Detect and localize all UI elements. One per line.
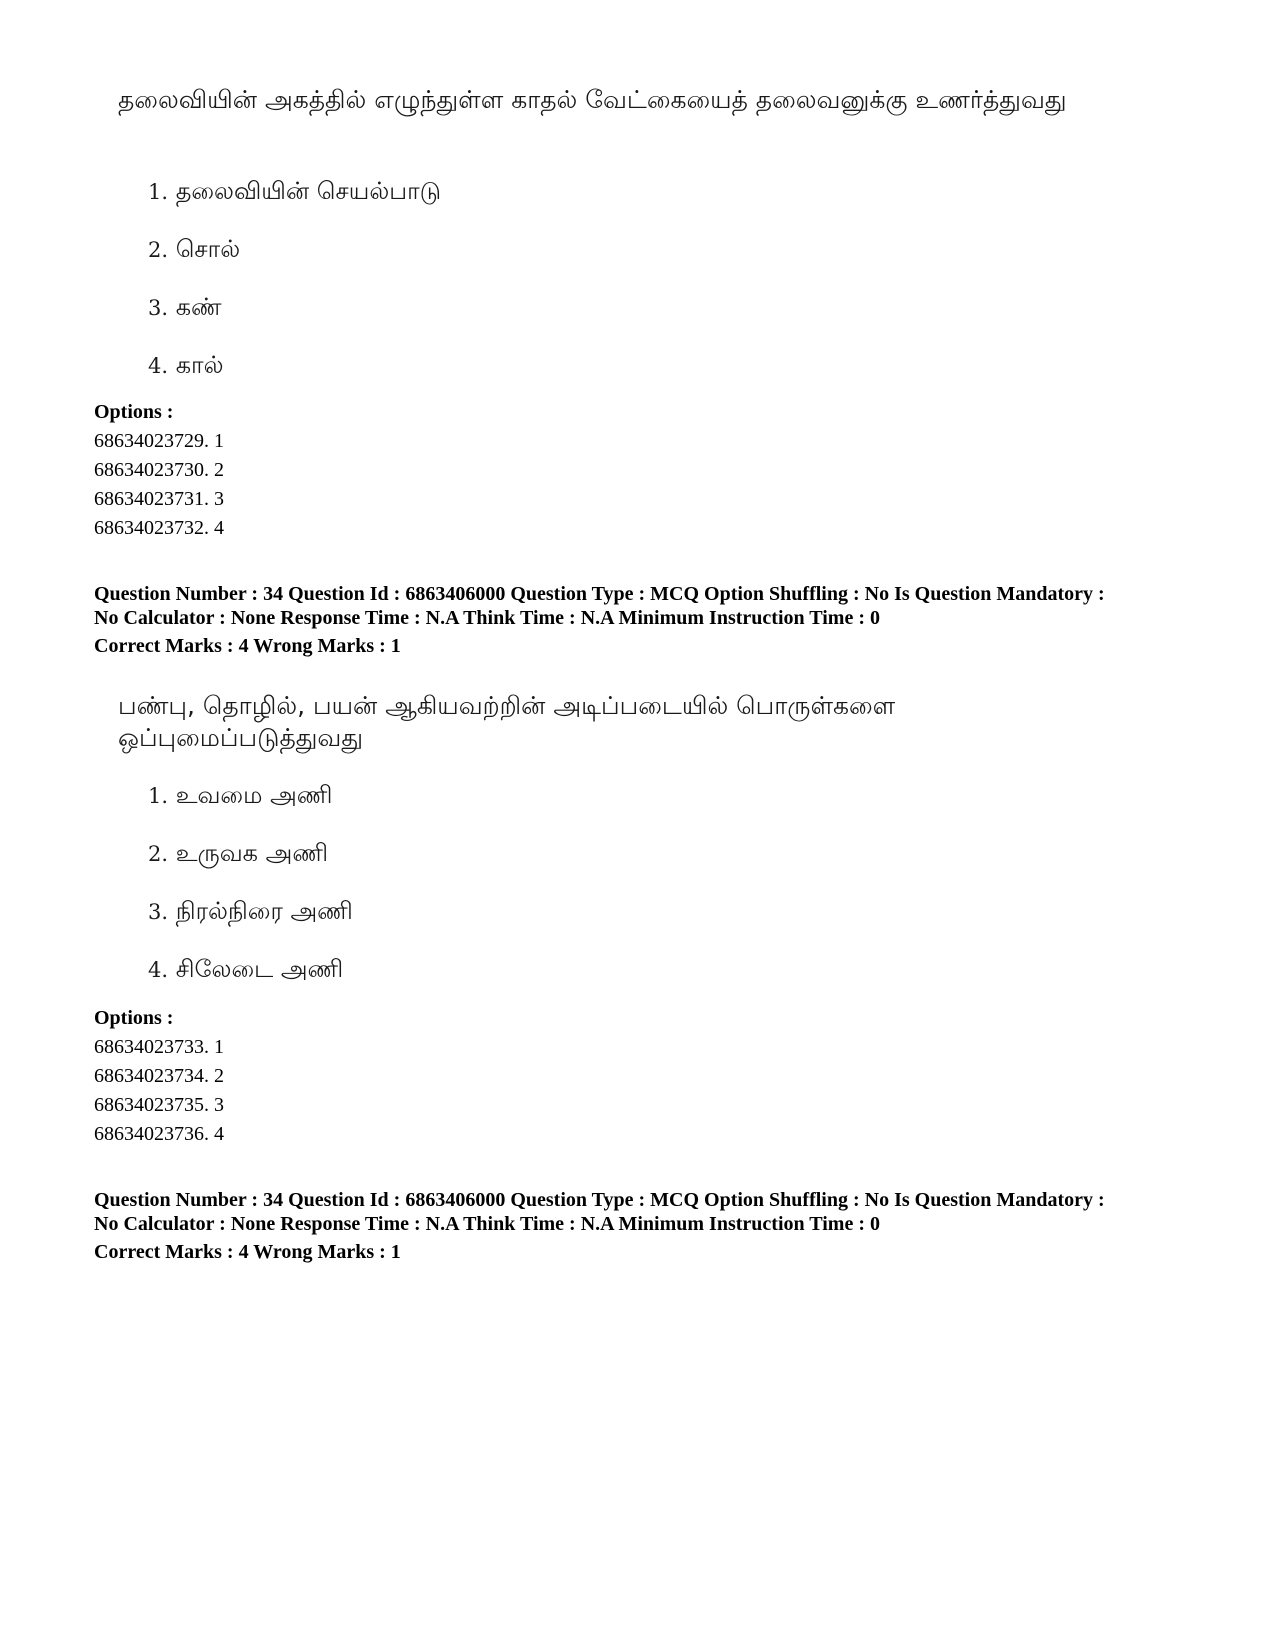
option-id-1: 68634023729. 1 [94,430,224,452]
question-text [118,690,1078,754]
choice-text: கால் [175,351,224,379]
question-meta [94,582,1214,630]
question-meta-line-2: No Calculator : None Response Time : N.A Think Time : N.A Minimum Instruction Time : 0 [94,1213,880,1235]
choice-number: 4. [148,354,169,378]
options-label: Options : [94,401,174,423]
choice-text: கண் [175,293,222,321]
choice-number: 3. [148,296,169,320]
question-meta-line-2: No Calculator : None Response Time : N.A Think Time : N.A Minimum Instruction Time : 0 [94,607,880,629]
choice-number: 4. [148,958,169,982]
choice-text: உருவக அணி [175,839,329,867]
question-marks: Correct Marks : 4 Wrong Marks : 1 [94,1241,401,1263]
option-id-3: 68634023735. 3 [94,1094,224,1116]
question-marks: Correct Marks : 4 Wrong Marks : 1 [94,635,401,657]
option-id-4: 68634023736. 4 [94,1123,224,1145]
choice-4 [148,350,224,381]
choice-text: சிலேடை அணி [175,955,344,983]
question-text: தலைவியின் அகத்தில் எழுந்துள்ள காதல் வேட்கையைத் தலைவனுக்கு உணர்த்துவது [118,85,1067,114]
choice-4 [148,954,343,985]
choice-number: 2. [148,842,169,866]
question-meta [94,1188,1214,1236]
option-id-1: 68634023733. 1 [94,1036,224,1058]
option-id-4: 68634023732. 4 [94,517,224,539]
choice-number: 1. [148,180,169,204]
question-meta-line-1: Question Number : 34 Question Id : 6863406000 Question Type : MCQ Option Shuffling : No Is Question Mandatory : [94,583,1105,605]
choice-2 [148,838,328,869]
choice-number: 2. [148,238,169,262]
option-id-2: 68634023730. 2 [94,459,224,481]
choice-2 [148,234,240,265]
choice-1 [148,176,441,207]
question-meta-line-1: Question Number : 34 Question Id : 6863406000 Question Type : MCQ Option Shuffling : No Is Question Mandatory : [94,1189,1105,1211]
choice-number: 1. [148,784,169,808]
choice-3 [148,292,222,323]
question-text-line-1: பண்பு, தொழில், பயன் ஆகியவற்றின் அடிப்படையில் பொருள்களை [118,691,896,720]
choice-text: உவமை அணி [175,781,333,809]
choice-1 [148,780,332,811]
question-text-line-2: ஒப்புமைப்படுத்துவது [118,723,364,752]
choice-text: தலைவியின் செயல்பாடு [175,177,442,205]
choice-3 [148,896,353,927]
choice-text: நிரல்நிரை அணி [175,897,353,925]
option-id-3: 68634023731. 3 [94,488,224,510]
choice-number: 3. [148,900,169,924]
option-id-2: 68634023734. 2 [94,1065,224,1087]
options-label: Options : [94,1007,174,1029]
choice-text: சொல் [175,235,241,263]
